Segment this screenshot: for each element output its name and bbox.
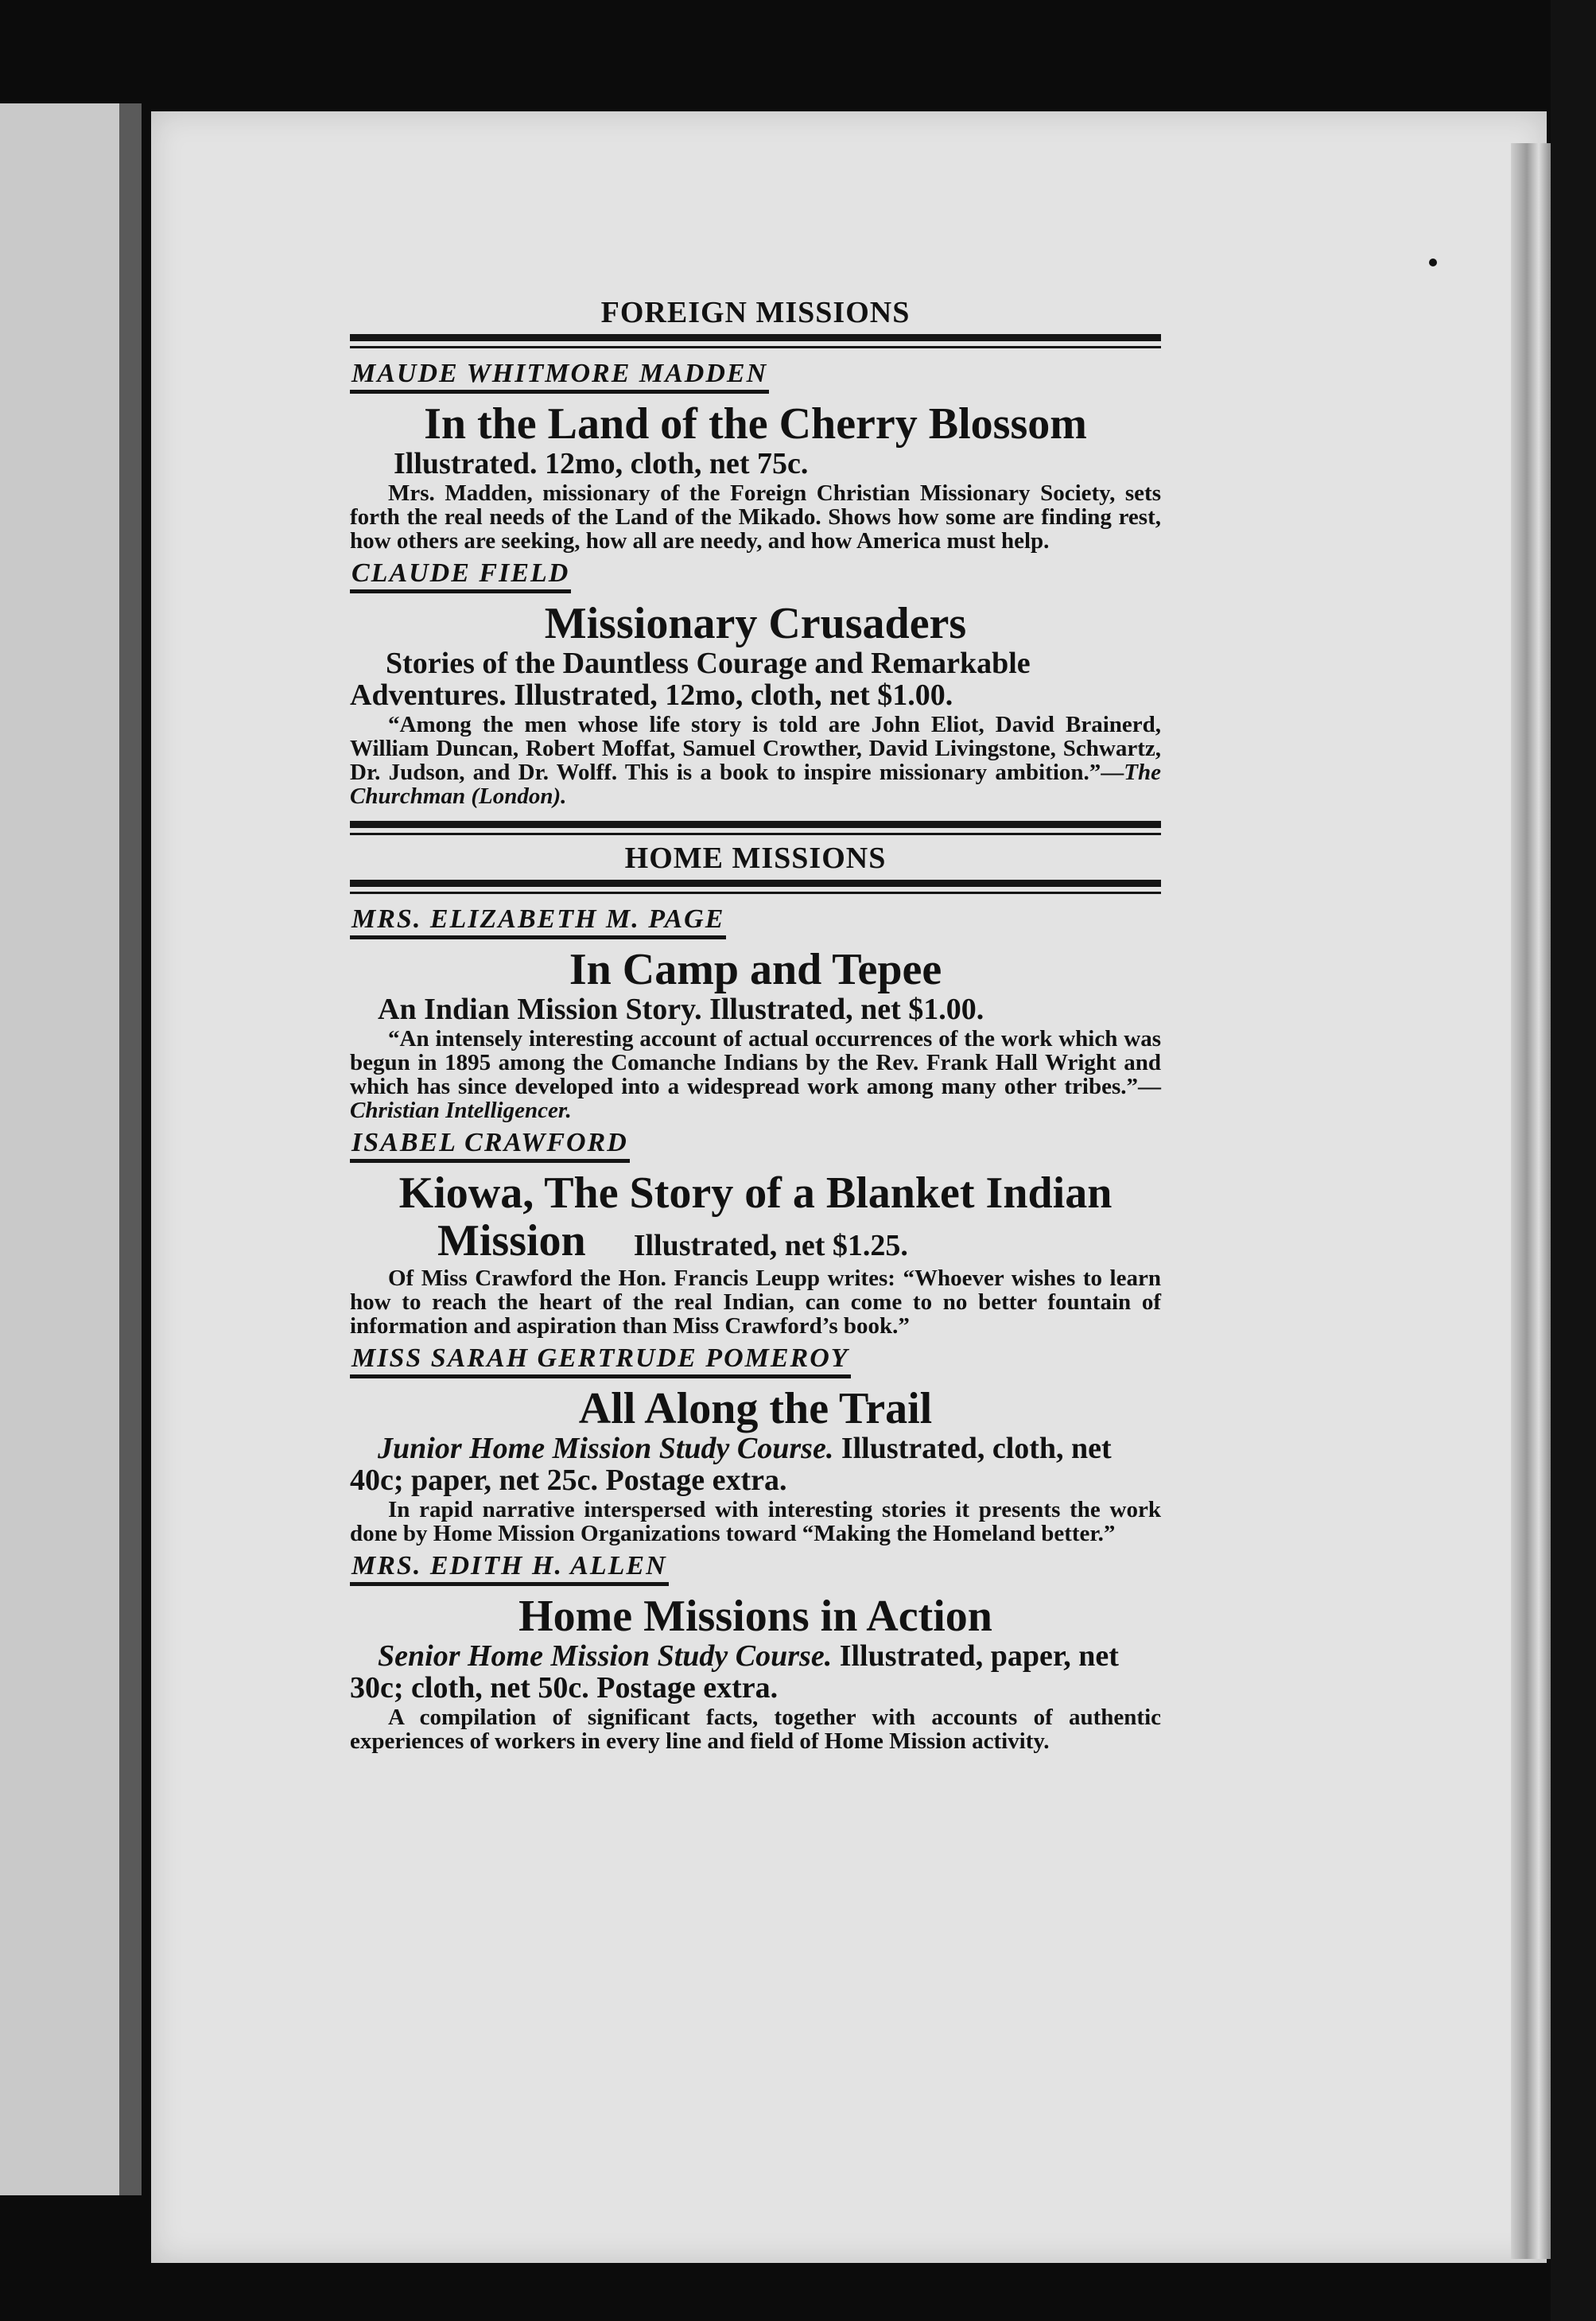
dust-speck bbox=[1429, 259, 1437, 266]
book-entry bbox=[350, 1545, 1161, 1753]
book-subtitle: Illustrated. 12mo, cloth, net 75c. bbox=[394, 447, 809, 480]
description-source: The Churchman (London). bbox=[350, 760, 1161, 809]
section-heading-home: HOME MISSIONS bbox=[624, 842, 887, 875]
book-author: ISABEL CRAWFORD bbox=[350, 1127, 630, 1163]
page-fold-shadow bbox=[1511, 143, 1551, 2259]
section-rule bbox=[350, 334, 1161, 348]
book-title-line2: Mission bbox=[437, 1216, 586, 1265]
book-description: Mrs. Madden, missionary of the Foreign Christian Missionary Society, sets forth the real needs of the Land of the Mikado. Shows how some are finding rest, how others are seeking, how all are needy, and how America must help. bbox=[350, 480, 1161, 554]
book-entry bbox=[350, 899, 1161, 1122]
book-subtitle: Illustrated, cloth, net 40c; paper, net 25c. Postage extra. bbox=[350, 1432, 1112, 1497]
book-title: Home Missions in Action bbox=[518, 1592, 992, 1641]
advertisement-page bbox=[350, 294, 1161, 1753]
scan-border-right bbox=[1551, 0, 1596, 2321]
book-description: In rapid narrative interspersed with interesting stories it presents the work done by Home Mission Organizations toward “Making the Homeland better.” bbox=[350, 1497, 1161, 1546]
book-series: Junior Home Mission Study Course. bbox=[378, 1432, 834, 1465]
description-source: Christian Intelligencer. bbox=[350, 1098, 572, 1123]
book-subtitle-block bbox=[350, 1433, 1161, 1496]
book-entry bbox=[350, 1122, 1161, 1338]
description-text: “An intensely interesting account of actual occurrences of the work which was begun in 1895 among the Comanche Indians by the Rev. Frank Hall Wright and which has since developed into a widespread work among many other tribes.”— bbox=[350, 1026, 1161, 1099]
book-author: MISS SARAH GERTRUDE POMEROY bbox=[350, 1343, 851, 1378]
book-title: In Camp and Tepee bbox=[569, 945, 942, 994]
book-author: MAUDE WHITMORE MADDEN bbox=[350, 358, 769, 394]
section-rule bbox=[350, 821, 1161, 835]
book-subtitle-block bbox=[350, 1640, 1161, 1704]
book-author: MRS. EDITH H. ALLEN bbox=[350, 1550, 669, 1586]
book-entry bbox=[350, 353, 1161, 553]
book-entry bbox=[350, 553, 1161, 808]
book-description: Of Miss Crawford the Hon. Francis Leupp writes: “Whoever wishes to learn how to reach the heart of the real Indian, can come to no better fountain of information and aspiration than Miss Crawford’s book.” bbox=[350, 1265, 1161, 1339]
book-description bbox=[350, 1027, 1161, 1122]
book-subtitle: Illustrated, net $1.25. bbox=[633, 1229, 908, 1262]
book-title: Kiowa, The Story of a Blanket Indian bbox=[398, 1168, 1113, 1218]
book-author: CLAUDE FIELD bbox=[350, 558, 571, 593]
book-description: A compilation of significant facts, together with accounts of authentic experiences of workers in every line and field of Home Mission activity. bbox=[350, 1705, 1161, 1754]
page-gutter bbox=[119, 103, 142, 2195]
section-heading-foreign: FOREIGN MISSIONS bbox=[600, 296, 911, 329]
book-entry bbox=[350, 1338, 1161, 1545]
book-title-continuation bbox=[350, 1217, 1161, 1265]
book-series: Senior Home Mission Study Course. bbox=[378, 1639, 833, 1673]
book-subtitle: Illustrated, paper, net 30c; cloth, net 50c. Postage extra. bbox=[350, 1639, 1119, 1705]
book-description bbox=[350, 713, 1161, 808]
section-rule bbox=[350, 880, 1161, 894]
previous-page-edge bbox=[0, 103, 127, 2195]
description-text: “Among the men whose life story is told are John Eliot, David Brainerd, William Duncan, Robert Moffat, Samuel Crowther, David Livingstone, Schwartz, Dr. Judson, and Dr. Wolff. This is a book to inspire missionary ambition.”— bbox=[350, 712, 1161, 785]
book-title: Missionary Crusaders bbox=[544, 599, 967, 648]
book-title: In the Land of the Cherry Blossom bbox=[424, 399, 1087, 449]
book-author: MRS. ELIZABETH M. PAGE bbox=[350, 904, 726, 939]
book-title: All Along the Trail bbox=[578, 1384, 933, 1433]
book-subtitle: Stories of the Dauntless Courage and Remarkable Adventures. Illustrated, 12mo, cloth, net $1.00. bbox=[350, 647, 1031, 712]
book-subtitle: An Indian Mission Story. Illustrated, net $1.00. bbox=[378, 993, 984, 1026]
